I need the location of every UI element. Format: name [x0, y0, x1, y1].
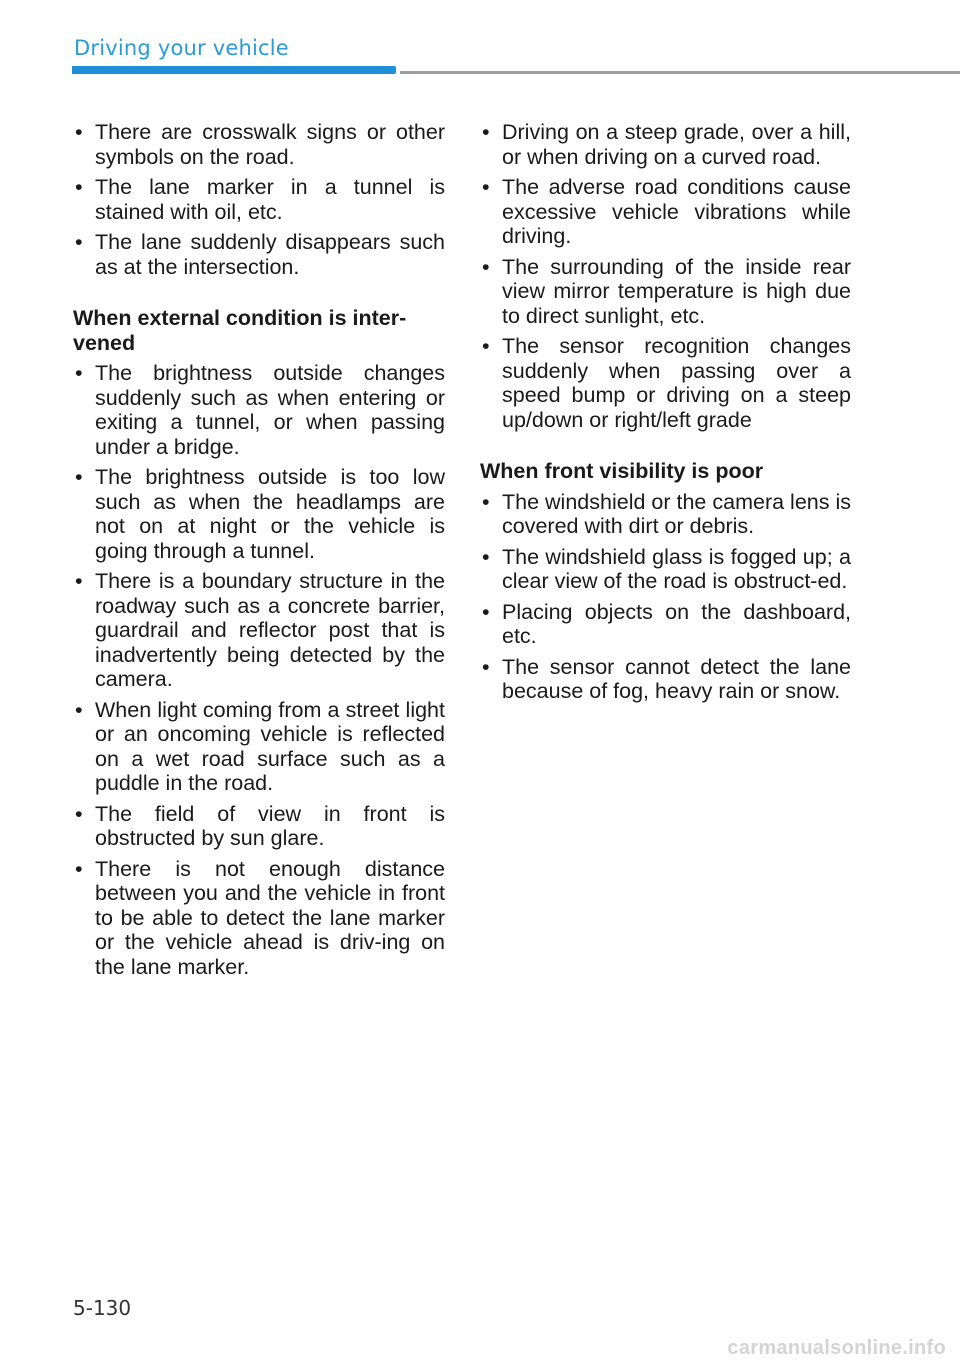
list-item: • The windshield glass is fogged up; a clear view of the road is obstruct-ed. [480, 545, 851, 594]
list-item: • The field of view in front is obstructed by sun glare. [73, 802, 445, 851]
header-rule [400, 71, 960, 74]
list-item: • The brightness outside changes suddenly such as when entering or exiting a tunnel, or when passing under a bridge. [73, 361, 445, 459]
bullet-list [480, 120, 851, 432]
page-number: 5-130 [73, 1296, 132, 1320]
list-item: • Placing objects on the dashboard, etc. [480, 600, 851, 649]
list-item: • The adverse road conditions cause excessive vehicle vibrations while driving. [480, 175, 851, 249]
list-item: • Driving on a steep grade, over a hill, or when driving on a curved road. [480, 120, 851, 169]
list-item: • The sensor recognition changes suddenly when passing over a speed bump or driving on a steep up/down or right/left grade [480, 334, 851, 432]
list-item: • The sensor cannot detect the lane because of fog, heavy rain or snow. [480, 655, 851, 704]
list-item: • There are crosswalk signs or other symbols on the road. [73, 120, 445, 169]
section-heading: When external condition is inter-vened [73, 306, 407, 355]
section-title: Driving your vehicle [74, 36, 289, 60]
list-item: • The lane marker in a tunnel is stained with oil, etc. [73, 175, 445, 224]
left-column [73, 120, 445, 985]
list-item: • When light coming from a street light or an oncoming vehicle is reflected on a wet road surface such as a puddle in the road. [73, 698, 445, 796]
bullet-list [480, 490, 851, 704]
list-item: • There is a boundary structure in the roadway such as a concrete barrier, guardrail and reflector post that is inadvertently being detected by the camera. [73, 569, 445, 692]
list-item: • There is not enough distance between you and the vehicle in front to be able to detect the lane marker or the vehicle ahead is driv-ing on the lane marker. [73, 857, 445, 980]
list-item: • The brightness outside is too low such as when the headlamps are not on at night or the vehicle is going through a tunnel. [73, 465, 445, 563]
section-heading: When front visibility is poor [480, 459, 764, 483]
list-item: • The surrounding of the inside rear view mirror temperature is high due to direct sunlight, etc. [480, 255, 851, 329]
list-item: • The lane suddenly disappears such as at the intersection. [73, 230, 445, 279]
section-accent-bar [72, 66, 396, 74]
list-item: • The windshield or the camera lens is covered with dirt or debris. [480, 490, 851, 539]
right-column [480, 120, 851, 710]
watermark: carmanualsonline.info [727, 1337, 946, 1359]
bullet-list [73, 120, 445, 279]
bullet-list [73, 361, 445, 979]
